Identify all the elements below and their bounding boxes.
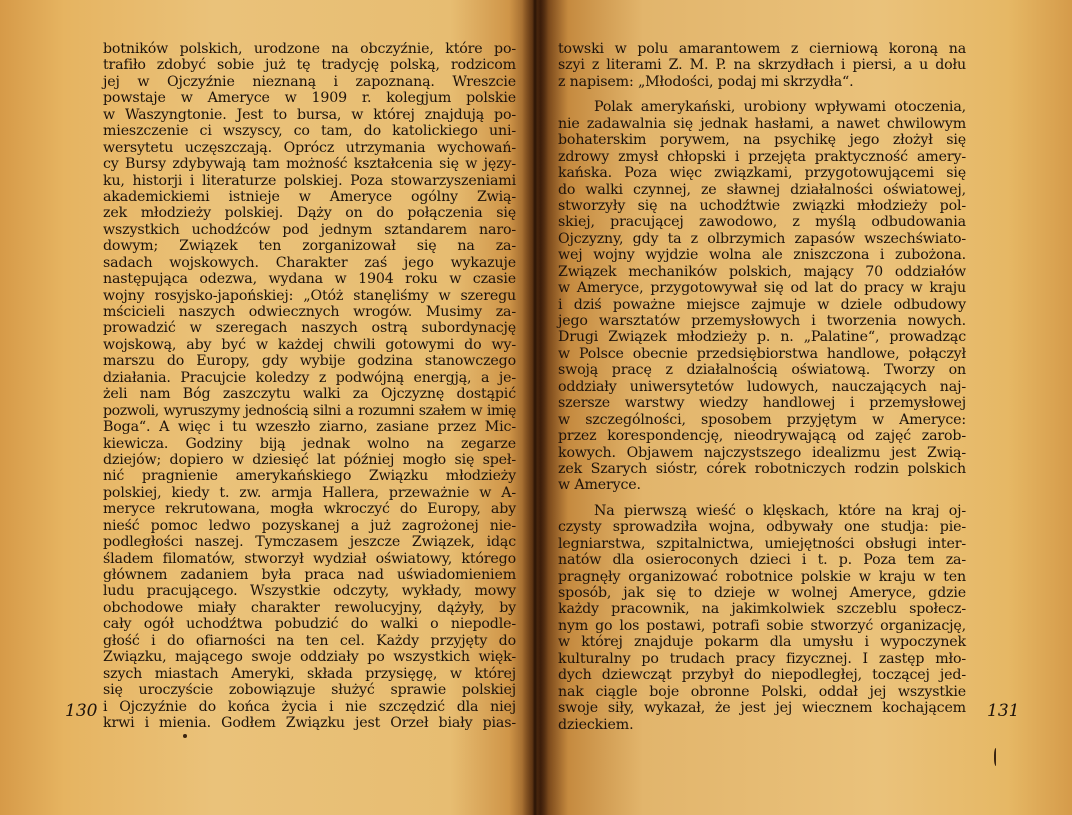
text-line: cały ogół uchodźtwa pobudzić do walki o niepodle-	[103, 616, 516, 633]
text-line: dowym; Związek ten zorganizował się na za-	[103, 238, 516, 255]
text-line: ku, historji i literaturze polskiej. Poza stowarzyszeniami	[103, 172, 516, 189]
text-line: wersytetu uczęszczają. Oprócz utrzymania wychowań-	[103, 139, 516, 156]
text-line: śladem filomatów, stworzył wydział oświatowy, którego	[103, 550, 516, 567]
text-line: szych miastach Ameryki, składa przysięgę, w której	[103, 665, 516, 682]
text-line: ludu pracującego. Wszystkie odczyty, wykłady, mowy	[103, 583, 516, 600]
text-line: kiewicza. Godziny biją jednak wolno na zegarze	[103, 435, 516, 452]
ink-dot	[183, 734, 187, 738]
text-line: swoje siły, wykazał, że jest jej wiecznem kochającem	[558, 700, 966, 717]
text-line: jej w Ojczyźnie nieznaną i zapoznaną. Wreszcie	[103, 73, 516, 90]
text-line: mieszczenie ci wszyscy, co tam, do katolickiego uni-	[103, 123, 516, 140]
text-line: wojny rosyjsko-japońskiej: „Otóż stanęliśmy w szeregu	[103, 287, 516, 304]
text-line: w Polsce obecnie przedsiębiorstwa handlowe, połączył	[558, 345, 966, 362]
text-line: akademickiemi istnieje w Ameryce ogólny Zwią-	[103, 188, 516, 205]
text-line: trafiło zdobyć sobie już tę tradycję polską, rodzicom	[103, 57, 516, 74]
text-line: natów dla osieroconych dzieci i t. p. Poza tem za-	[558, 552, 966, 569]
text-line: nie zadawalnia się jednak hasłami, a nawet chwilowym	[558, 115, 966, 132]
text-line: prowadzić w szeregach naszych ostrą subordynację	[103, 320, 516, 337]
text-line: następująca odezwa, wydana w 1904 roku w czasie	[103, 271, 516, 288]
text-line: Boga“. A więc i tu wzeszło ziarno, zasiane przez Mic-	[103, 419, 516, 436]
text-line: cy Bursy zdybywają tam możność kształcenia się w języ-	[103, 156, 516, 173]
text-line: Drugi Związek młodzieży p. n. „Palatine“, prowadząc	[558, 329, 966, 346]
text-line: polskiej, kiedy t. zw. armja Hallera, przeważnie w A-	[103, 484, 516, 501]
text-line: zek Szarych sióstr, córek robotniczych rodzin polskich	[558, 460, 966, 477]
text-line: sadach wojskowych. Charakter zaś jego wykazuje	[103, 254, 516, 271]
pencil-mark	[994, 748, 999, 766]
text-line: marszu do Europy, gdy wybije godzina stanowczego	[103, 353, 516, 370]
text-line: czysty sprowadziła wojna, odbywały one studja: pie-	[558, 519, 966, 536]
text-line: zek młodzieży polskiej. Dąży on do połączenia się	[103, 205, 516, 222]
text-line: wszystkich uchodźców pod jednym sztandarem naro-	[103, 221, 516, 238]
text-line: obchodowe miały charakter rewolucyjny, dążyły, by	[103, 599, 516, 616]
text-line: nym go los postawi, potrafi sobie stworzyć organizację,	[558, 617, 966, 634]
text-line: w Ameryce.	[558, 477, 641, 494]
text-line: towski w polu amarantowem z cierniową koroną na	[558, 41, 966, 57]
text-line: głość i do ofiarności na ten cel. Każdy przyjęty do	[103, 632, 516, 649]
text-line: i dziś poważne miejsce zajmuje w dziele odbudowy	[558, 296, 966, 313]
paragraph-start-line: Na pierwszą wieść o klęskach, które na kraj oj-	[594, 502, 966, 519]
text-line: Związek mechaników polskich, mający 70 oddziałów	[558, 263, 966, 280]
text-line: dziejów; dopiero w dziesięć lat później mogło się speł-	[103, 451, 516, 468]
text-line: nić pragnienie amerykańskiego Związku młodzieży	[103, 468, 516, 485]
text-line: oddziały uniwersytetów ludowych, nauczających naj-	[558, 378, 966, 395]
text-line: w szczególności, sposobem przyjętym w Ameryce:	[558, 411, 966, 428]
text-line: przez korespondencję, nieodrywającą od zajęć zarob-	[558, 428, 966, 445]
paragraph-start-line: Polak amerykański, urobiony wpływami otoczenia,	[594, 99, 966, 116]
text-line: Związku, mającego swoje oddziały po wszystkich więk-	[103, 649, 516, 666]
left-page-text	[103, 41, 516, 731]
text-line: stworzyły się na uchodźtwie związki młodzieży pol-	[558, 197, 966, 214]
text-line: nak ciągle boje obronne Polski, oddał jej wszystkie	[558, 683, 966, 700]
text-line: głównem zadaniem była praca nad uświadomieniem	[103, 567, 516, 583]
text-line: kańska. Poza więc związkami, przygotowującemi się	[558, 165, 966, 182]
text-line: dych dziewcząt przybył do niepodległej, toczącej jed-	[558, 667, 966, 684]
right-page-text	[558, 41, 966, 733]
page-number-right: 131	[987, 701, 1020, 721]
text-line: każdy pracownik, na jakimkolwiek szczeblu społecz-	[558, 601, 966, 618]
text-line: szyi z literami Z. M. P. na skrzydłach i piersi, a u dołu	[558, 57, 966, 74]
text-line: kulturalny po trudach pracy fizycznej. I zastęp mło-	[558, 650, 966, 667]
text-line: nieść pomoc ledwo pozyskanej a już zagrożonej nie-	[103, 517, 516, 534]
text-line: bohaterskim porywem, na psychikę jego złożył się	[558, 132, 966, 149]
text-line: swoją pracę z działalnością oświatową. Tworzy on	[558, 362, 966, 379]
text-line: powstaje w Ameryce w 1909 r. kolegjum polskie	[103, 90, 516, 107]
text-line: jego warsztatów przemysłowych i tworzenia nowych.	[558, 313, 966, 329]
right-page	[536, 0, 1072, 815]
text-line: pozwoli, wyruszymy jednością silni a rozumni szałem w imię	[103, 402, 516, 419]
text-line: w Waszyngtonie. Jest to bursa, w której znajdują po-	[103, 106, 516, 123]
text-line: i Ojczyźnie do końca życia i nie szczędzić dla niej	[103, 698, 516, 715]
text-line: dzieckiem.	[558, 716, 634, 733]
text-line: pragnęły organizować robotnice polskie w kraju w ten	[558, 568, 966, 585]
text-line: botników polskich, urodzone na obczyźnie, które po-	[103, 41, 516, 57]
text-line: krwi i mienia. Godłem Związku jest Orzeł biały pias-	[103, 714, 516, 731]
text-line: Ojczyzny, gdy ta z olbrzymich zapasów wszechświato-	[558, 230, 966, 247]
text-line: w której znajduje pokarm dla umysłu i wypoczynek	[558, 634, 966, 651]
text-line: legniarstwa, szpitalnictwa, umiejętności obsługi inter-	[558, 535, 966, 552]
text-line: szersze warstwy wiedzy handlowej i przemysłowej	[558, 395, 966, 412]
text-line: działania. Pracujcie koledzy z podwójną energją, a je-	[103, 369, 516, 386]
text-line: wojskową, aby być w każdej chwili gotowymi do wy-	[103, 336, 516, 353]
text-line: mścicieli naszych odwiecznych wrogów. Musimy za-	[103, 304, 516, 320]
text-line: sposób, jak się to dzieje w wolnej Ameryce, gdzie	[558, 585, 966, 601]
text-line: w Ameryce, przygotowywał się od lat do pracy w kraju	[558, 280, 966, 297]
text-line: żeli nam Bóg zaszczytu walki za Ojczyznę dostąpić	[103, 386, 516, 403]
text-line: meryce rekrutowana, mogła wkroczyć do Europy, aby	[103, 501, 516, 518]
text-line: kowych. Objawem najczystszego idealizmu jest Zwią-	[558, 444, 966, 461]
text-line: się uroczyście zobowiązuje służyć sprawie polskiej	[103, 682, 516, 699]
text-line: wej wojny wyjdzie wolna ale zniszczona i zubożona.	[558, 247, 966, 264]
text-line: podległości naszej. Tymczasem jeszcze Związek, idąc	[103, 534, 516, 551]
page-number-left: 130	[65, 701, 98, 721]
text-line: skiej, pracującej zawodowo, z myślą odbudowania	[558, 214, 966, 231]
text-line: z napisem: „Młodości, podaj mi skrzydła“.	[558, 73, 854, 90]
text-line: do walki czynnej, ze sławnej działalności oświatowej,	[558, 181, 966, 198]
text-line: zdrowy zmysł chłopski i przejęta praktyczność amery-	[558, 148, 966, 165]
